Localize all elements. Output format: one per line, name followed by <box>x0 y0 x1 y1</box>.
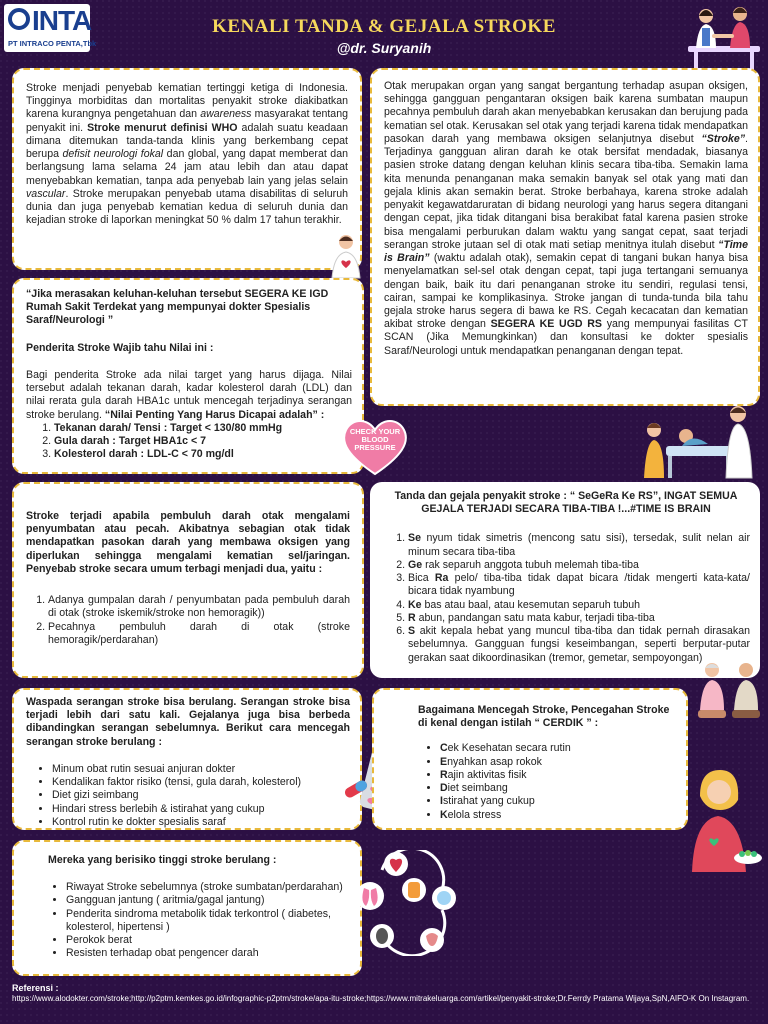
cerdik-item <box>440 782 676 795</box>
brain-text-3: (waktu adalah otak), semakin cepat di tangani bukan hanya bisa menyelamatkan sel-sel otak dengan cepat, tapi juga tertangani semuanya dengan baik, baik itu dari penanganan stroke itu sendiri, regulasi tensi, cairan, sampai ke komplikasinya. Stroke jangan di tunda-tunda bila tahu gejala stroke harus segera di bawa ke RS. Cegah kecacatan dan kematian akibat stroke dengan <box>384 252 749 331</box>
references-text: https://www.alodokter.com/stroke;http://p2ptm.kemkes.go.id/infographic-p2ptm/stroke/apa-itu-stroke;https://www.mitrakeluarga.com/artikel/penyakit-stroke;Dr.Ferrdy Pratama Wijaya,SpN,AIFO-K On Instagram. <box>12 994 750 1003</box>
signs-item <box>408 599 750 612</box>
target-glucose: Gula darah : Target HBA1c < 7 <box>54 435 206 448</box>
intro-awareness: awareness <box>200 108 252 121</box>
cerdik-letter: R <box>440 768 448 781</box>
cerdik-text: ek Kesehatan secara rutin <box>447 742 571 755</box>
targets-body <box>26 369 352 422</box>
check-blood-pressure-badge <box>340 414 410 478</box>
causes-list <box>26 594 350 647</box>
risk-card <box>12 840 362 976</box>
sign-text: abun, pandangan satu mata kabur, terjadi tiba-tiba <box>415 611 655 624</box>
cerdik-list <box>388 742 676 821</box>
badge-line-1: CHECK YOUR <box>349 427 401 436</box>
targets-body-bold: “Nilai Penting Yang Harus Dicapai adalah” : <box>104 408 325 421</box>
sign-text: rak separuh anggota tubuh melemah tiba-tiba <box>422 558 639 571</box>
sign-text: pelo/ tiba-tiba tidak dapat bicara /tidak mengerti kata-kata/ bicara tidak nyambung <box>408 572 750 598</box>
sign-prefix: Bica <box>408 572 435 585</box>
sign-letter: Ra <box>434 572 449 585</box>
brain-text-2: . Terjadinya gangguan aliran darah ke otak bersifat mendadak, biasanya pasien stroke datang dengan keluhan klinis secara tiba-tiba. Semakin lama kita menunda penanganan maka semakin banyak sel otak yang mati dan gejala klinis akan semakin berat. Stroke berbahaya, karena stroke adalah penyakit kegawatdaruratan di bidang neurologi yang harus segera ditangani dengan cepat, jika tidak ditangani bisa berakibat fatal karena pasien stroke bisa mengalami perburukan dalam waktu yang sangat cepat, saat terjadi serangan stroke jutaan sel di otak mati setiap menitnya itulah disebut <box>384 132 748 251</box>
cerdik-letter: I <box>440 795 443 808</box>
doctor-heart-icon <box>326 232 366 280</box>
brain-text-1: Otak merupakan organ yang sangat bergantung terhadap asupan oksigen, sehingga gangguan pengantaran oksigen baik karena sumbatan maupun pecahnya pembuluh darah akan menyebabkan kerusakan dan berujung pada kematian sel otak. Kerusakan sel otak yang terjadi karena tidak mendapatkan pasokan darah yang membawa oksigen selanjutnya disebut <box>384 80 748 145</box>
badge-line-2: BLOOD <box>361 434 389 444</box>
cerdik-letter: C <box>440 742 448 755</box>
cerdik-letter: E <box>440 755 448 768</box>
cerdik-heading: Bagaimana Mencegah Stroke, Pencegahan Stroke di kenal dengan istilah “ CERDIK ” : <box>418 704 670 730</box>
cerdik-letter: D <box>440 782 448 795</box>
page-title: KENALI TANDA & GEJALA STROKE <box>212 16 556 37</box>
signs-item <box>408 572 750 598</box>
targets-item <box>54 422 352 435</box>
targets-quote: “Jika merasakan keluhan-keluhan tersebut SEGERA KE IGD Rumah Sakit Terdekat yang mempunyai dokter Spesialis Saraf/Neurologi ” <box>26 288 329 327</box>
signs-list <box>382 532 750 664</box>
cerdik-letter: K <box>440 808 448 821</box>
sign-letter: Ge <box>408 558 423 571</box>
cerdik-item <box>440 809 676 822</box>
intro-who-definition: Stroke menurut definisi WHO <box>87 121 238 134</box>
organs-illustration-icon <box>352 850 460 956</box>
cerdik-item <box>440 769 676 782</box>
intro-card <box>12 68 362 270</box>
risk-item: • Gangguan jantung ( aritmia/gagal jantung) <box>66 894 350 907</box>
brain-time-is-brain: “Time is Brain” <box>384 238 748 265</box>
brain-ugd: SEGERA KE UGD RS <box>490 318 603 331</box>
targets-card <box>12 278 364 474</box>
risk-item: • Resisten terhadap obat pengencer darah <box>66 947 350 960</box>
page-author: @dr. Suryanih <box>336 40 432 56</box>
signs-item <box>408 532 750 558</box>
logo-subtext: PT INTRACO PENTA,Tbk <box>8 39 97 48</box>
recurrence-item: • Hindari stress berlebih & istirahat yang cukup <box>52 803 350 816</box>
recurrence-card <box>12 688 362 830</box>
targets-item <box>54 435 352 448</box>
intro-defisit: defisit neurologi fokal <box>62 148 164 161</box>
causes-card <box>12 482 364 678</box>
cerdik-text: ajin aktivitas fisik <box>447 768 527 781</box>
intro-text-2: masyarakat tentang penyakit ini. <box>26 108 348 134</box>
logo-text: INTA <box>32 5 92 36</box>
signs-item <box>408 612 750 625</box>
cerdik-text: stirahat yang cukup <box>442 795 535 808</box>
targets-heading: Penderita Stroke Wajib tahu Nilai ini : <box>26 341 214 354</box>
badge-text <box>340 428 410 452</box>
intro-vascular: vascular <box>26 187 66 200</box>
causes-body: Stroke terjadi apabila pembuluh darah otak mengalami penyumbatan atau pecah. Akibatnya sebagian otak tidak mendapatkan pasokan darah yang membawa oksigen yang diperlukan sehingga mengalami kematian sel/jaringan. Penyebab stroke secara umum terbagi menjadi dua, yaitu : <box>26 510 350 575</box>
sign-text: nyum tidak simetris (mencong satu sisi), tersedak, sulit nelan air minum secara tiba-tiba <box>408 532 750 558</box>
risk-heading: Mereka yang berisiko tinggi stroke berulang : <box>48 854 277 866</box>
cerdik-text: elola stress <box>447 808 502 821</box>
sign-letter: R <box>408 611 416 624</box>
badge-line-3: PRESSURE <box>354 442 396 452</box>
targets-item <box>54 448 352 461</box>
risk-item: • Perokok berat <box>66 934 350 947</box>
brain-card <box>370 68 760 406</box>
recurrence-item: • Kontrol rutin ke dokter spesialis saraf <box>52 816 350 829</box>
risk-list <box>26 881 350 960</box>
elderly-couple-illustration-icon <box>694 658 764 728</box>
cerdik-text: nyahkan asap rokok <box>447 755 542 768</box>
risk-item: • Riwayat Stroke sebelumnya (stroke sumbatan/perdarahan) <box>66 881 350 894</box>
cerdik-item <box>440 742 676 755</box>
causes-item: 1. Adanya gumpalan darah / penyumbatan pada pembuluh darah di otak (stroke iskemik/stroke non hemoragik)) <box>48 594 350 620</box>
sign-letter: Se <box>408 532 421 545</box>
intro-paragraph <box>26 82 348 228</box>
hospital-visit-illustration-icon <box>642 400 760 480</box>
signs-heading: Tanda dan gejala penyakit stroke : “ SeGeRa Ke RS”, INGAT SEMUA GEJALA TERJADI SECARA TIBA-TIBA !...#TIME IS BRAIN <box>394 490 738 516</box>
risk-item: • Penderita sindroma metabolik tidak terkontrol ( diabetes, kolesterol, hipertensi ) <box>66 908 350 934</box>
sign-letter: S <box>408 625 416 638</box>
cerdik-text: iet seimbang <box>447 782 508 795</box>
sign-text: akit kepala hebat yang muncul tiba-tiba dan tidak pernah dirasakan sebelumnya. Gangguan fungsi keseimbangan, seperti berputar-putar gerakan saat dikoordinasikan (tremor, gemetar, sempoyongan) <box>408 625 750 664</box>
intro-text-4: dan global, yang dapat memberat dan berlangsung lama selama 24 jam atau lebih dan atau dapat menyebabkan kematian, tanpa ada penyebab lain yang jelas selain <box>26 148 348 187</box>
sign-text: bas atau baal, atau kesemutan separuh tubuh <box>421 598 641 611</box>
targets-body-text: Bagi penderita Stroke ada nilai target yang harus dijaga. Nilai tersebut adalah tekanan darah, kadar kolesterol darah (LDL) dan nilai rerata gula darah HBA1c untuk mencegah terjadinya serangan stroke berulang. <box>26 368 352 421</box>
intro-text-3: adalah suatu keadaan dimana ditemukan tanda-tanda klinis yang berkembang cepat berupa <box>26 121 348 161</box>
signs-item <box>408 559 750 572</box>
recurrence-item: • Diet gizi seimbang <box>52 789 350 802</box>
recurrence-item: • Minum obat rutin sesuai anjuran dokter <box>52 763 350 776</box>
brain-stroke-term: “Stroke” <box>701 132 746 145</box>
cerdik-item <box>440 756 676 769</box>
signs-card <box>370 482 760 678</box>
doctor-patient-illustration-icon <box>684 2 764 74</box>
targets-list <box>26 422 352 462</box>
target-cholesterol: Kolesterol darah : LDL-C < 70 mg/dl <box>54 448 234 461</box>
intro-text-1: Stroke menjadi penyebab kematian tertinggi ketiga di Indonesia. Tingginya morbiditas dan mortalitas penyakit stroke diakibatkan karena kurangnya pengetahuan dan <box>26 82 348 121</box>
recurrence-list <box>26 763 350 829</box>
cerdik-item <box>440 795 676 808</box>
causes-item: 2. Pecahnya pembuluh darah di otak (stroke hemoragik/perdarahan) <box>48 621 350 647</box>
recurrence-item: • Kendalikan faktor risiko (tensi, gula darah, kolesterol) <box>52 776 350 789</box>
intro-text-5: . Stroke merupakan penyebab utama disabilitas di seluruh dunia dan juga penyebab kematian kedua di seluruh dunia dan kejadian stroke di laporkan meningkat 50 % dalm 17 tahun terakhir. <box>26 187 348 227</box>
recurrence-body: Waspada serangan stroke bisa berulang. Serangan stroke bisa terjadi lebih dari satu kali. Gejalanya juga bisa berbeda dibandingkan serangan sebelumnya. Berikut cara mencegah serangan stroke berulang : <box>26 696 350 748</box>
cerdik-card <box>372 688 688 830</box>
references-label: Referensi : <box>12 983 59 993</box>
target-bp: Tekanan darah/ Tensi : Target < 130/80 mmHg <box>54 421 283 434</box>
healthy-eating-illustration-icon <box>684 766 764 874</box>
brain-text-4: yang mempunyai fasilitas CT SCAN (Jika Memungkinkan) dan konsultasi ke dokter spesialis Saraf/Neurologi untuk mendapatkan penanganan dengan tepat. <box>384 318 748 357</box>
brain-paragraph <box>384 80 748 358</box>
sign-letter: Ke <box>408 598 422 611</box>
